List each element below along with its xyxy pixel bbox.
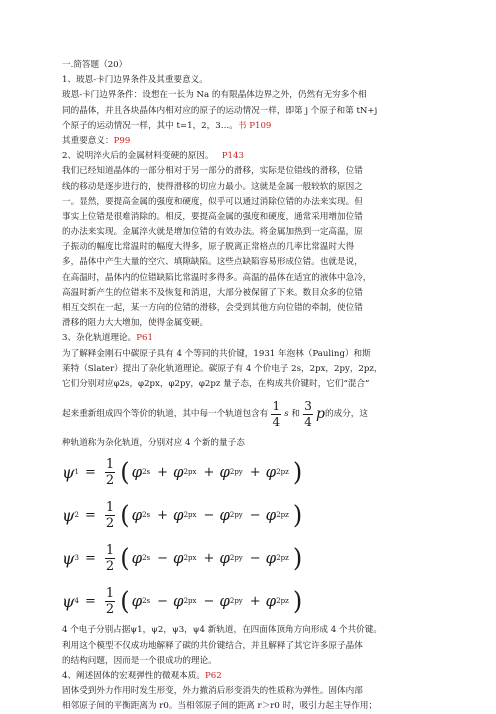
answer-2-line: 相互交织在一起，某一方向的位错的滑移，会受到其他方向位错的牵制，使位错 [62,303,363,313]
answer-1-line: 玻恩-卡门边界条件：设想在一长为 Na 的有限晶体边界之外，仍然有无穷多个相 [62,90,367,101]
operator-sign: − [203,508,215,524]
question-4-title [62,669,444,684]
psi-index: 4 [74,597,80,606]
mixing-ratio-line [62,392,444,436]
answer-2-line: 的办法来实现。金属淬火就是增加位错的有效办法。将金属加热到一定高温，原 [62,227,363,238]
phi-symbol: φ [265,549,277,568]
question-3-title [62,331,444,346]
left-paren: ( [120,586,130,616]
right-paren: ) [292,543,303,573]
equals-sign: = [85,508,96,524]
equation-psi-2 [62,494,444,537]
phi-symbol: φ [173,549,184,568]
fraction-numerator: 1 [105,543,115,559]
psi-index: 3 [74,554,80,563]
psi-index: 1 [74,468,80,477]
page-ref: P143 [221,151,244,162]
significance-label: 其重要意义： [62,135,114,146]
operator-sign: − [203,594,215,610]
orbital-subscript: 2s [142,468,151,477]
answer-2-line: 滑移的阻力大大增加，使得金属变硬。 [62,318,209,329]
left-paren: ( [120,457,130,487]
hybrid-orbital-equations [62,451,444,623]
page-ref: P62 [204,670,222,681]
answer-3-line: 它们分别对应φ2s，φ2px，φ2py，φ2pz 量子态，在构成共价键时，它们“混合” [62,378,370,389]
answer-3-line [62,362,444,377]
orbital-subscript: 2pz [276,511,289,520]
question-1-title: 1、玻恩-卡门边界条件及其重要意义。 [62,75,208,86]
orbital-subscript: 2py [229,511,243,520]
orbital-subscript: 2s [142,554,151,563]
answer-2-line: 我们已经知道晶体的一部分相对于另一部分的滑移，实际是位错线的滑移，位错 [62,166,363,177]
equation-psi-1 [62,451,444,494]
s-symbol: s [284,408,289,419]
phi-symbol: φ [131,592,143,611]
operator-sign: + [203,465,215,481]
fraction-numerator: 1 [105,586,115,602]
operator-sign: − [157,551,169,567]
answer-1-significance [62,134,444,149]
answer-2-line: 事实上位错是很难消除的。相反，要提高金属的强度和硬度，通常采用增加位错 [62,211,363,222]
orbital-subscript: 2pz [276,468,289,477]
operator-sign: + [203,551,215,567]
orbital-subscript: 2py [229,468,243,477]
answer-3-conclusion: 4 个电子分别占据ψ1，ψ2，ψ3，ψ4 新轨道，在四面体顶角方向形成 4 个共价键。 [62,625,382,636]
answer-3-line: 为了解释金刚石中碳原子具有 4 个等同的共价键，1931 年泡林（Pauling）和斯 [62,348,371,359]
fraction-denominator: 2 [105,602,115,618]
question-3-text: 3、杂化轨道理论。 [62,333,137,344]
answer-2-line: 线的移动是逐步进行的，使得滑移的切应力最小。这就是金属一般较软的原因之 [62,181,363,192]
orbital-subscript: 2s [142,511,151,520]
answer-2-line: 子振动的幅度比常温时的幅度大得多，原子脱离正常格点的几率比常温时大得 [62,242,355,253]
fraction-numerator: 1 [272,398,281,413]
phi-symbol: φ [131,506,143,525]
equals-sign: = [85,594,96,610]
phi-symbol: φ [265,506,277,525]
fraction-three-quarters [303,400,313,429]
left-paren: ( [120,500,130,530]
question-4-text: 4、阐述固体的宏观弹性的微观本质。 [62,670,205,681]
fraction-one-half [105,501,115,530]
answer-2-line: 多，晶体中产生大量的空穴、填隙缺陷。这些点缺陷容易形成位错。也就是说， [62,257,363,268]
operator-sign: + [249,465,261,481]
right-paren: ) [292,457,303,487]
p-symbol: p [316,405,325,422]
equation-intro: 种轨道称为杂化轨道，分别对应 4 个新的量子态 [62,438,245,449]
orbital-subscript: 2pz [276,597,289,606]
answer-3-orbitals: x，2py，2pz， [320,363,383,374]
right-paren: ) [292,586,303,616]
phi-symbol: φ [173,506,184,525]
mixing-text-before: 起来重新组成四个等价的轨道，其中每一个轨道包含有 [62,408,269,419]
section-heading: 一.简答题（20） [62,60,128,70]
equation-psi-4 [62,580,444,623]
phi-symbol: φ [219,506,230,525]
equation-psi-3 [62,537,444,580]
phi-symbol: φ [131,463,143,482]
fraction-numerator: 1 [105,457,115,473]
operator-sign: − [157,594,169,610]
answer-3-conclusion: 的结构问题，因而是一个很成功的理论。 [62,655,217,666]
question-2-title [62,149,444,164]
fraction-one-half [105,544,115,573]
phi-symbol: φ [219,592,230,611]
answer-2-line: 一。显然，要提高金属的强度和硬度，似乎可以通过消除位错的办法来实现。但 [62,196,363,207]
answer-2-line: 在高温时，晶体内的位错缺陷比常温时多得多。高温的晶体在适宜的液体中急冷， [62,272,372,283]
psi-symbol: ψ [62,592,75,612]
fraction-one-half [105,587,115,616]
operator-sign: + [157,465,169,481]
answer-1-text: 个原子的运动情况一样，其中 t=1，2，3…。 [62,120,238,131]
fraction-numerator: 1 [105,500,115,516]
page-ref: P61 [136,333,153,344]
answer-2-line: 高温时新产生的位错来不及恢复和消退，大部分被保留了下来。数目众多的位错 [62,287,363,298]
orbital-subscript: 2px [183,468,197,477]
phi-symbol: φ [265,592,277,611]
phi-symbol: φ [173,592,184,611]
answer-1-line: 同的晶体，并且各块晶体内相对应的原子的运动情况一样，即第 j 个原子和第 tN+j [62,105,378,116]
fraction-denominator: 2 [105,473,115,489]
orbital-subscript: 2s [142,597,151,606]
fraction-denominator: 2 [105,559,115,575]
left-paren: ( [120,543,130,573]
phi-symbol: φ [173,463,184,482]
answer-3-conclusion: 利用这个模型不仅成功地解释了碳的共价键结合，并且解释了其它许多原子晶体 [62,640,363,651]
fraction-numerator: 3 [304,398,312,413]
phi-symbol: φ [265,463,277,482]
operator-sign: − [249,508,261,524]
orbital-subscript: 2px [183,554,197,563]
answer-3-text: 莱特（Slater）提出了杂化轨道理论。碳原子有 4 个价电子 2s，2p [62,363,321,374]
orbital-subscript: 2px [183,597,197,606]
mixing-text-mid: 和 [291,408,301,419]
psi-symbol: ψ [62,506,75,526]
fraction-denominator: 4 [304,414,312,429]
psi-index: 2 [74,511,80,520]
orbital-subscript: 2px [183,511,197,520]
phi-symbol: φ [131,549,143,568]
phi-symbol: φ [219,549,230,568]
answer-4-line: 相邻原子间的平衡距离为 r0。当相邻原子间的距离 r＞r0 时，吸引力起主导作用； [62,701,378,712]
fraction-denominator: 2 [105,516,115,532]
question-2-text: 2、说明淬火后的金属材料变硬的原因。 [62,151,214,162]
orbital-subscript: 2pz [276,554,289,563]
document-body [62,58,444,714]
right-paren: ) [292,500,303,530]
operator-sign: − [249,551,261,567]
orbital-subscript: 2py [229,554,243,563]
answer-1-line [62,119,444,134]
equals-sign: = [85,465,96,481]
page-ref: P99 [113,135,131,146]
operator-sign: + [157,508,169,524]
fraction-denominator: 4 [272,414,281,429]
operator-sign: + [249,594,261,610]
fraction-one-half [105,458,115,487]
phi-symbol: φ [219,463,230,482]
mixing-text-after: 的成分，这 [325,408,368,419]
psi-symbol: ψ [62,463,75,483]
psi-symbol: ψ [62,549,75,569]
page-ref: 书 P109 [237,120,272,131]
fraction-one-quarter [271,400,281,429]
orbital-subscript: 2py [229,597,243,606]
answer-4-line: 固体受到外力作用时发生形变，外力撤消后形变消失的性质称为弹性。固体内部 [62,686,363,697]
equals-sign: = [85,551,96,567]
